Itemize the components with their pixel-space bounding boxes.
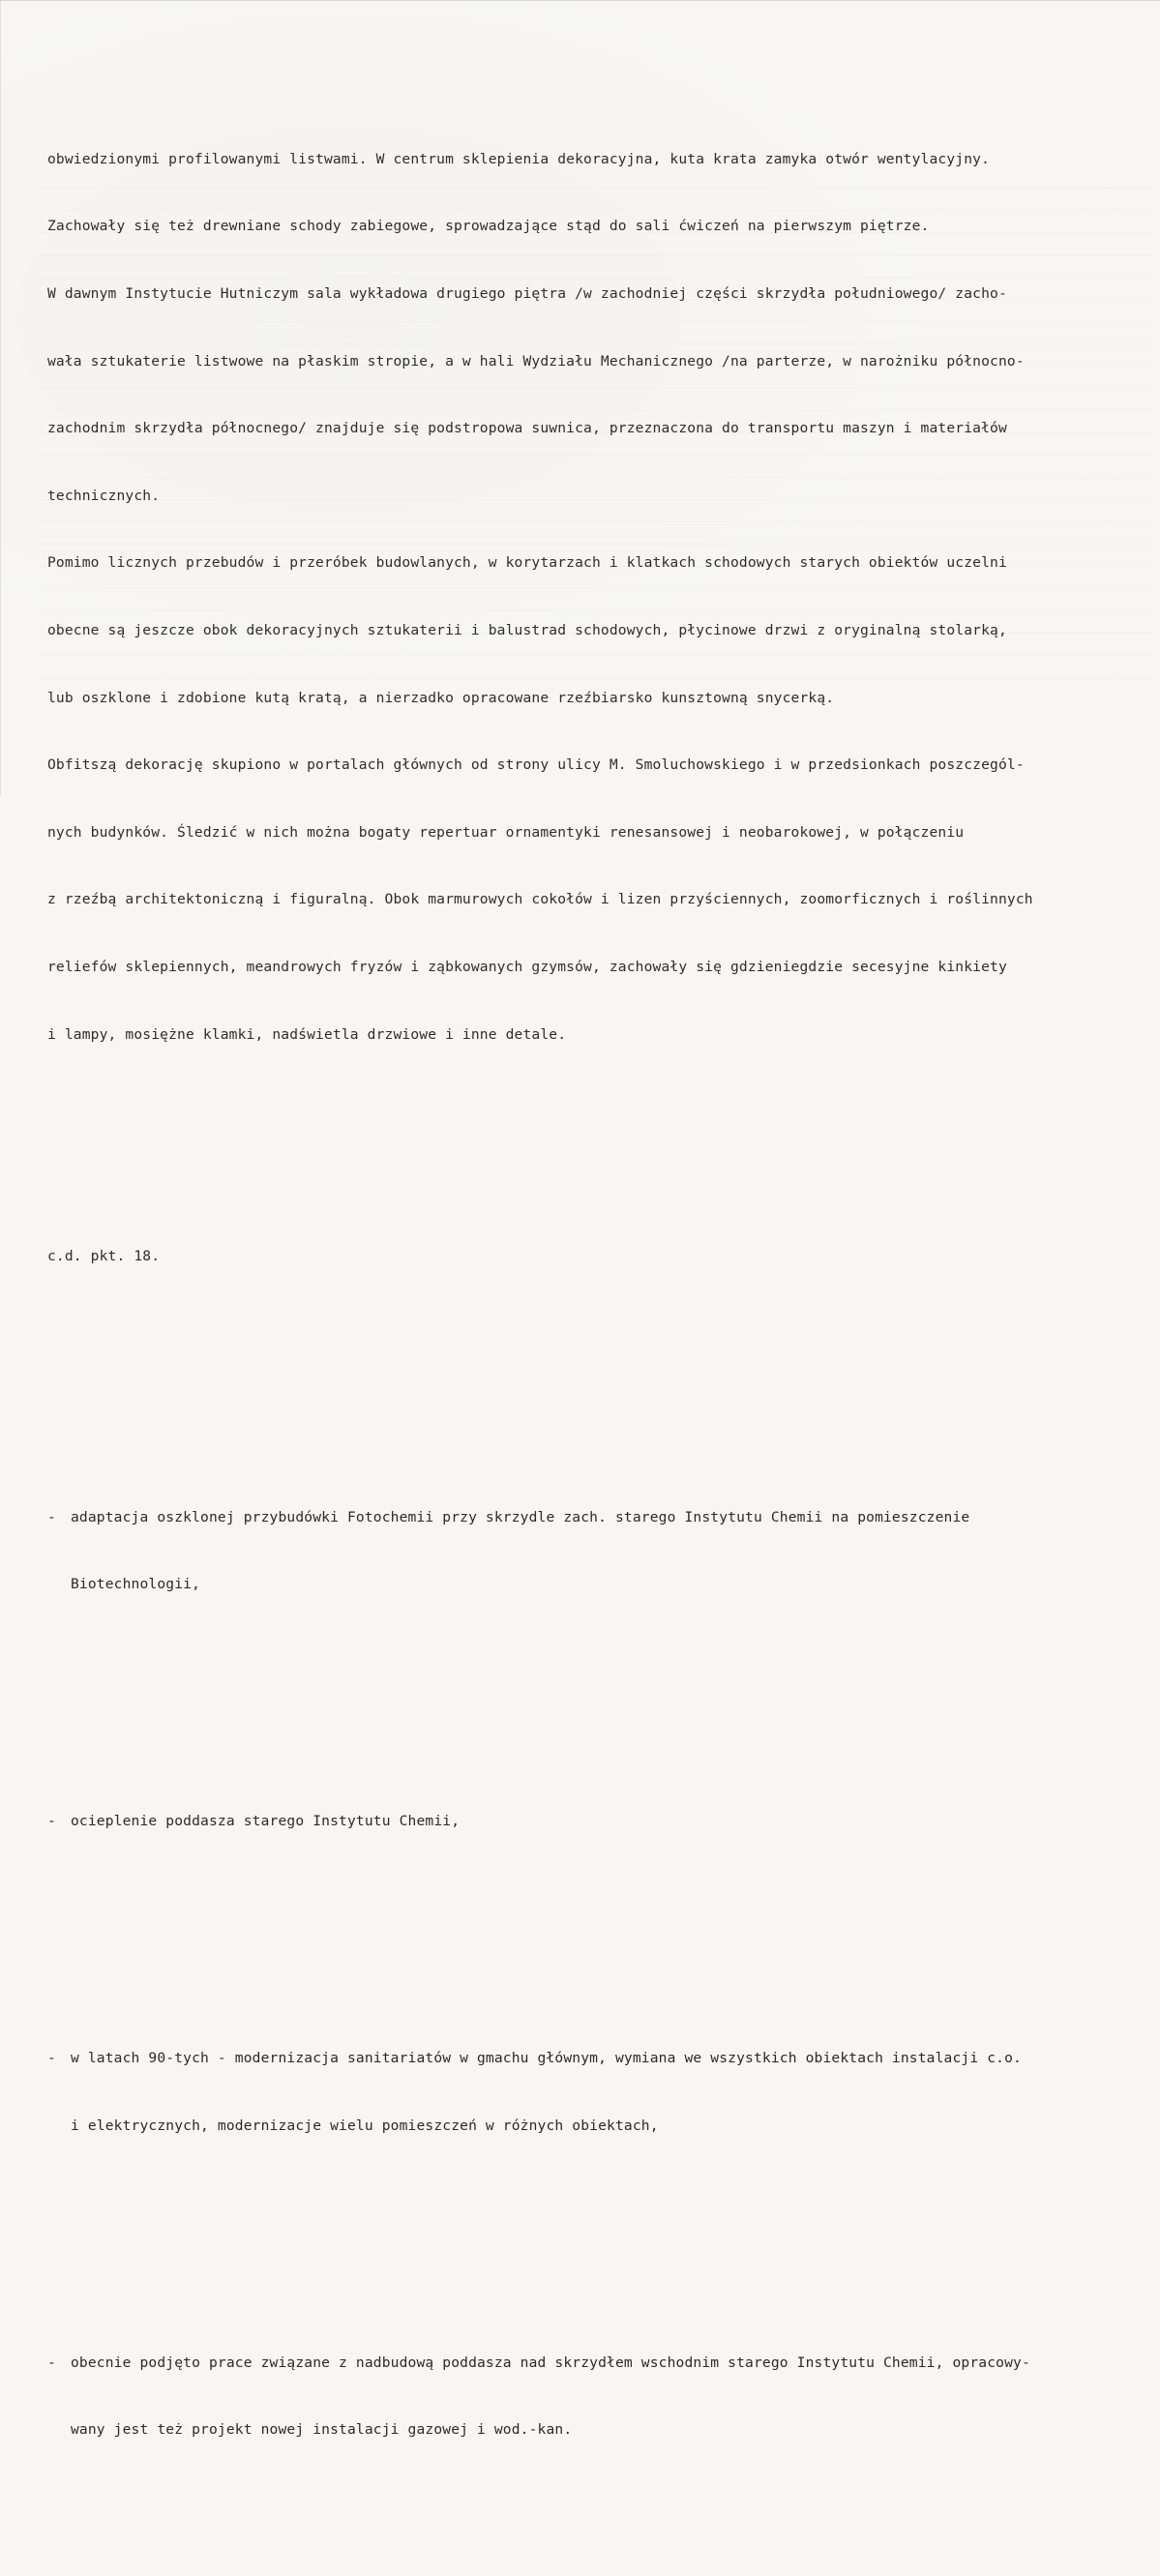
bullet-first-line: [47, 1506, 1155, 1528]
list-item: [47, 2306, 1155, 2486]
spacer: [47, 2227, 1155, 2239]
bullet-continuation: Biotechnologii,: [71, 1576, 201, 1593]
bullet-first-line: [47, 2352, 1155, 2374]
paragraph-section: [47, 103, 1155, 1090]
paragraph-line: obwiedzionymi profilowanymi listwami. W centrum sklepienia dekoracyjna, kuta krata zamyka otwór wentylacyjny.: [47, 150, 991, 167]
paragraph-line: technicznych.: [47, 487, 161, 504]
typewritten-text-block: [47, 58, 1155, 2576]
bullet-dash: -: [47, 2050, 56, 2067]
list-item: [47, 1461, 1155, 1641]
spacer: [47, 1922, 1155, 1935]
bullet-list: [47, 1416, 1155, 2532]
bullet-continuation: wany jest też projekt nowej instalacji gazowej i wod.-kan.: [71, 2421, 573, 2439]
paragraph-line: z rzeźbą architektoniczną i figuralną. Obok marmurowych cokołów i lizen przyściennych, zoomorficznych i roślinnych: [47, 891, 1033, 908]
bullet-dash: -: [47, 2354, 56, 2371]
bullet-continuation: i elektrycznych, modernizacje wielu pomieszczeń w różnych obiektach,: [71, 2117, 659, 2134]
spacer: [47, 1335, 1155, 1348]
bullet-text: obecnie podjęto prace związane z nadbudową poddasza nad skrzydłem wschodnim starego Instytutu Chemii, opracowy-: [71, 2354, 1030, 2371]
paragraph-line: W dawnym Instytucie Hutniczym sala wykładowa drugiego piętra /w zachodniej części skrzydła południowego/ zacho-: [47, 285, 1007, 302]
paragraph-line: i lampy, mosiężne klamki, nadświetla drzwiowe i inne detale.: [47, 1025, 567, 1043]
paragraph-line: obecne są jeszcze obok dekoracyjnych sztukaterii i balustrad schodowych, płycinowe drzwi z oryginalną stolarką,: [47, 621, 1007, 638]
section-heading: c.d. pkt. 18.: [47, 1248, 161, 1265]
bullet-text: w latach 90-tych - modernizacja sanitariatów w gmachu głównym, wymiana we wszystkich obiektach instalacji c.o.: [71, 2050, 1022, 2067]
paragraph-line: zachodnim skrzydła północnego/ znajduje się podstropowa suwnica, przeznaczona do transportu maszyn i materiałów: [47, 420, 1007, 437]
bullet-text: adaptacja oszklonej przybudówki Fotochemii przy skrzydle zach. starego Instytutu Chemii na pomieszczenie: [71, 1508, 970, 1525]
paragraph-line: reliefów sklepiennych, meandrowych fryzów i ząbkowanych gzymsów, zachowały się gdzieniegdzie secesyjne kinkiety: [47, 958, 1007, 975]
list-item: [47, 1765, 1155, 1878]
bullet-dash: -: [47, 1508, 56, 1525]
paragraph-line: Zachowały się też drewniane schody zabiegowe, sprowadzające stąd do sali ćwiczeń na pierwszym piętrze.: [47, 218, 930, 235]
paragraph-line: nych budynków. Śledzić w nich można bogaty repertuar ornamentyki renesansowej i neobarokowej, w połączeniu: [47, 823, 965, 841]
list-item: [47, 2002, 1155, 2182]
bullet-dash: -: [47, 1813, 56, 1830]
spacer: [47, 1158, 1155, 1178]
spacer: [47, 1685, 1155, 1698]
bullet-first-line: [47, 1810, 1155, 1832]
paragraph-line: Pomimo licznych przebudów i przeróbek budowlanych, w korytarzach i klatkach schodowych starych obiektów uczelni: [47, 554, 1007, 572]
bullet-text: ocieplenie poddasza starego Instytutu Chemii,: [71, 1813, 461, 1830]
bullet-first-line: [47, 2047, 1155, 2069]
paragraph-line: Obfitszą dekorację skupiono w portalach głównych od strony ulicy M. Smoluchowskiego i w przedsionkach poszczegól-: [47, 756, 1025, 774]
paragraph-line: lub oszklone i zdobione kutą kratą, a nierzadko opracowane rzeźbiarsko kunsztowną snycerką.: [47, 689, 835, 706]
paragraph-line: wała sztukaterie listwowe na płaskim stropie, a w hali Wydziału Mechanicznego /na parterze, w narożniku północno-: [47, 352, 1025, 370]
